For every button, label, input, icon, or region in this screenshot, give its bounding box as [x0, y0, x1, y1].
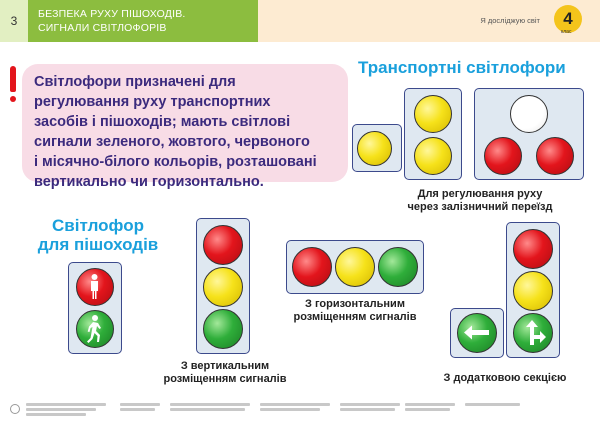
info-line-3: засобів і пішоходів; мають світлові: [34, 114, 291, 130]
grade-number: 4: [554, 5, 582, 33]
arrow-left-icon: [458, 314, 495, 351]
pedestrian-heading-line1: Світлофор: [52, 216, 144, 235]
pedestrian-heading: [28, 216, 168, 254]
page-number: 3: [0, 0, 28, 42]
horizontal-caption-line2: розміщенням сигналів: [293, 311, 417, 323]
info-line-1: Світлофори призначені для: [34, 74, 236, 90]
red-pedestrian-lamp: [76, 268, 114, 306]
grade-badge: [550, 5, 586, 37]
grade-label: клас: [561, 29, 572, 35]
traffic-light-two-yellow-vertical: [404, 88, 462, 180]
info-line-4: сигнали зеленого, жовтого, червоного: [34, 134, 310, 150]
yellow-lamp-top: [414, 95, 452, 133]
page-title-line1: БЕЗПЕКА РУХУ ПІШОХОДІВ.: [38, 8, 186, 20]
railway-crossing-light: [474, 88, 584, 180]
standing-person-icon: [77, 269, 112, 304]
pedestrian-traffic-light: [68, 262, 122, 354]
rail-caption-line2: через залізничний переїзд: [407, 201, 553, 213]
exclamation-icon: [8, 66, 18, 106]
traffic-light-two-yellow-horizontal: [352, 124, 402, 172]
green-pedestrian-lamp: [76, 310, 114, 348]
horizontal-caption: [280, 298, 430, 324]
publisher-logo-icon: [10, 404, 20, 414]
green-arrow-lamp: [513, 313, 553, 353]
traffic-light-main-section: [506, 222, 560, 358]
red-lamp: [292, 247, 332, 287]
yellow-lamp: [203, 267, 243, 307]
vertical-caption-line1: З вертикальним: [180, 360, 270, 372]
vertical-traffic-light: [196, 218, 250, 354]
red-lamp-right: [536, 137, 574, 175]
pedestrian-heading-line2: для пішоходів: [37, 235, 159, 254]
traffic-light-additional-section: [450, 308, 504, 358]
yellow-lamp: [513, 271, 553, 311]
yellow-lamp: [335, 247, 375, 287]
page-title: [28, 0, 258, 42]
rail-caption: [400, 188, 560, 214]
footer: [10, 402, 590, 418]
extra-section-caption: З додатковою секцією: [443, 372, 567, 384]
horizontal-traffic-light: [286, 240, 424, 294]
info-line-6: вертикально чи горизонтально.: [34, 174, 264, 190]
horizontal-caption-line1: З горизонтальним: [305, 298, 405, 310]
transport-heading: Транспортні світлофори: [358, 58, 566, 77]
green-lamp: [203, 309, 243, 349]
page-header: [0, 0, 600, 42]
info-line-5: і місячно-білого кольорів, розташовані: [34, 154, 317, 170]
yellow-lamp: [357, 131, 392, 166]
walking-person-icon: [77, 311, 112, 346]
green-left-arrow-lamp: [457, 313, 497, 353]
red-lamp-left: [484, 137, 522, 175]
white-lamp: [510, 95, 548, 133]
yellow-lamp-bottom: [414, 137, 452, 175]
info-line-2: регулювання руху транспортних: [34, 94, 271, 110]
page-title-line2: СИГНАЛИ СВІТЛОФОРІВ: [38, 22, 167, 34]
info-box: [22, 64, 348, 190]
vertical-caption-line2: розміщенням сигналів: [163, 373, 287, 385]
vertical-caption: [150, 360, 300, 386]
series-name: Я досліджую світ: [480, 16, 540, 25]
red-lamp: [203, 225, 243, 265]
arrow-straight-right-icon: [514, 314, 551, 351]
header-band: [258, 0, 600, 42]
rail-caption-line1: Для регулювання руху: [417, 188, 543, 200]
green-lamp: [378, 247, 418, 287]
red-lamp: [513, 229, 553, 269]
